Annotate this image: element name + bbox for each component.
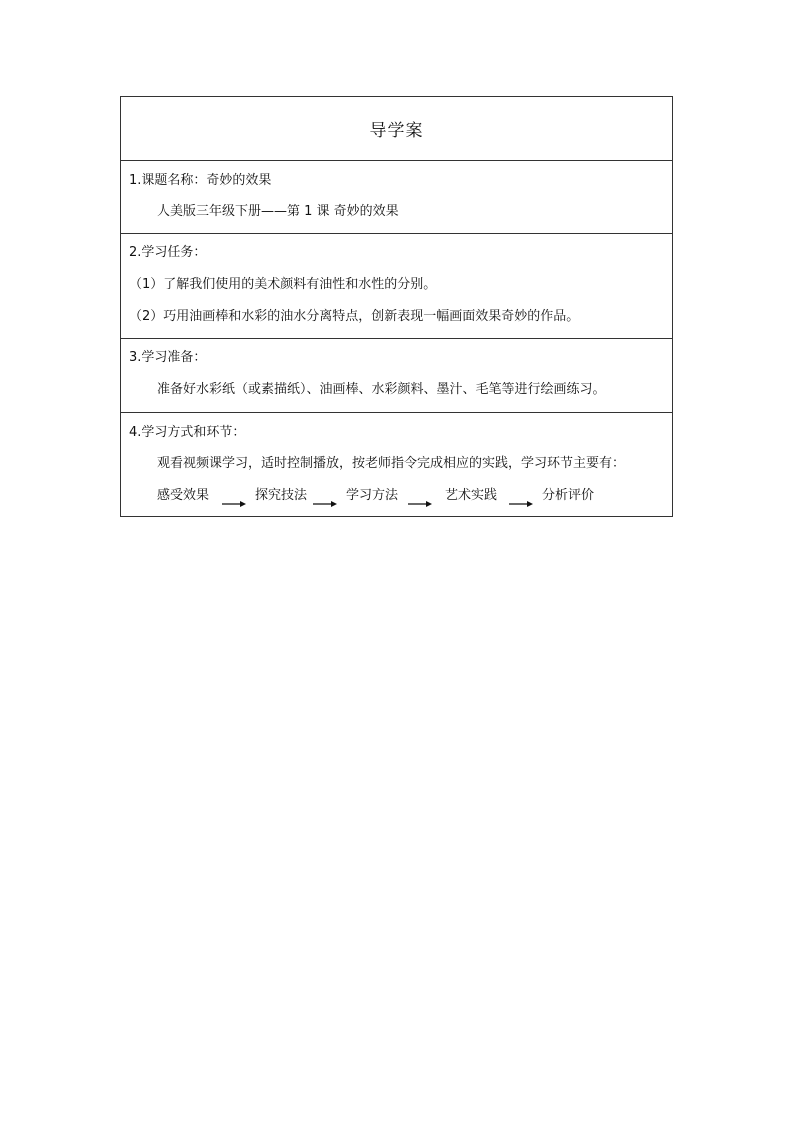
title-row <box>121 97 672 160</box>
section-topic <box>121 160 672 233</box>
section-preparation <box>121 338 672 412</box>
section-tasks <box>121 233 672 338</box>
flow-step-3: 学习方法 <box>346 488 399 503</box>
document-title: 导学案 <box>369 121 424 141</box>
section-preparation-heading: 3.学习准备： <box>129 350 207 365</box>
arrow-right-icon <box>222 500 246 508</box>
section-topic-text: 人美版三年级下册——第 1 课 奇妙的效果 <box>157 204 399 219</box>
flow-step-4: 艺术实践 <box>445 488 498 503</box>
arrow-right-icon <box>313 500 337 508</box>
section-method-heading: 4.学习方式和环节： <box>129 425 246 440</box>
task-item-2: （2）巧用油画棒和水彩的油水分离特点，创新表现一幅画面效果奇妙的作品。 <box>129 309 580 324</box>
section-method-text: 观看视频课学习，适时控制播放，按老师指令完成相应的实践，学习环节主要有： <box>157 456 626 471</box>
guide-table <box>120 96 673 517</box>
section-preparation-text: 准备好水彩纸（或素描纸）、油画棒、水彩颜料、墨汁、毛笔等进行绘画练习。 <box>157 382 606 397</box>
arrow-right-icon <box>408 500 432 508</box>
section-method <box>121 412 672 516</box>
task-item-1: （1）了解我们使用的美术颜料有油性和水性的分别。 <box>129 277 437 292</box>
process-flow <box>157 488 657 512</box>
section-topic-heading: 1.课题名称：奇妙的效果 <box>129 173 272 188</box>
flow-step-2: 探究技法 <box>255 488 308 503</box>
flow-step-1: 感受效果 <box>157 488 210 503</box>
flow-step-5: 分析评价 <box>542 488 595 503</box>
arrow-right-icon <box>509 500 533 508</box>
section-tasks-heading: 2.学习任务： <box>129 245 207 260</box>
